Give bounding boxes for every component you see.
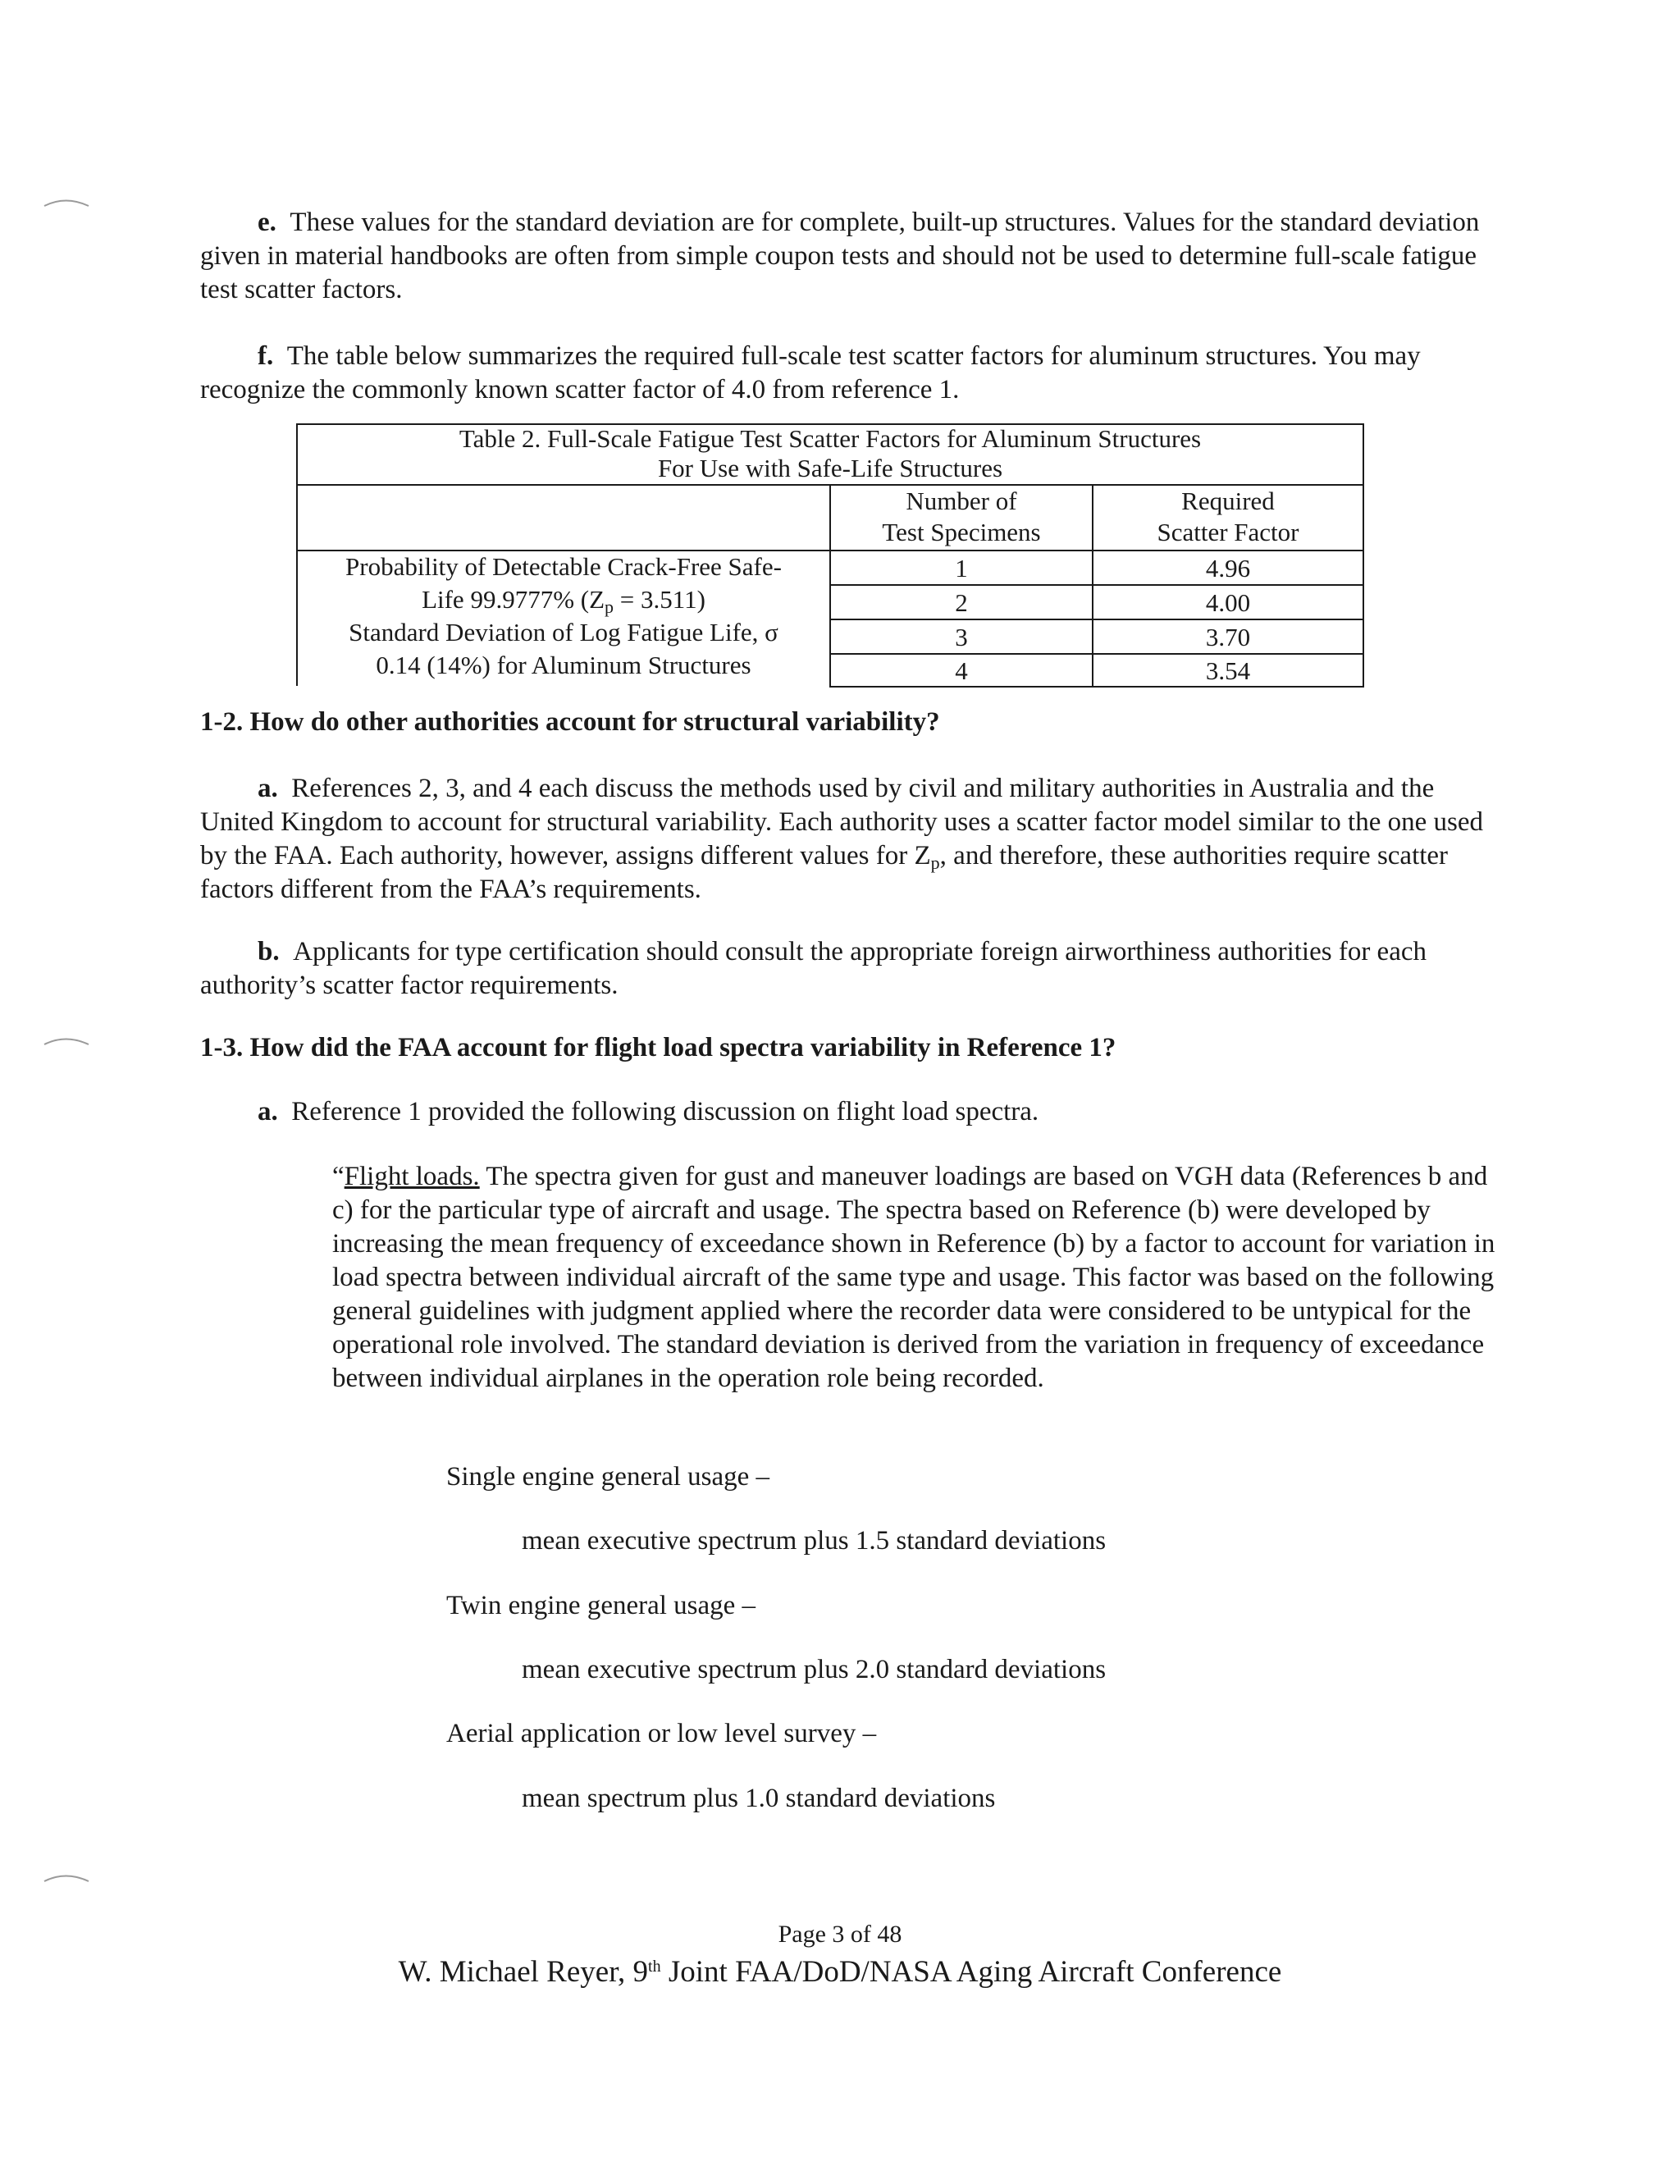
table-cell-specimens: 2 (955, 588, 968, 617)
paragraph-label: a. (258, 774, 278, 803)
paragraph-label: e. (258, 208, 276, 237)
usage-rule: mean executive spectrum plus 1.5 standard deviations (522, 1526, 1107, 1556)
scatter-factor-table (296, 423, 1364, 688)
table-cell-factor: 3.54 (1205, 656, 1251, 685)
punch-mark-icon (43, 1872, 90, 1884)
usage-category: Twin engine general usage – (446, 1591, 756, 1620)
paragraph-f (200, 340, 1504, 407)
table-cell-specimens: 3 (955, 623, 968, 651)
punch-mark-icon (43, 197, 90, 208)
usage-rule: mean executive spectrum plus 2.0 standard deviations (522, 1655, 1107, 1684)
paragraph-text: Reference 1 provided the following discussion on flight load spectra. (291, 1097, 1039, 1126)
table-subtitle: For Use with Safe-Life Structures (657, 454, 1003, 482)
table-condition: 0.14 (14%) for Aluminum Structures (376, 651, 751, 679)
usage-rule: mean spectrum plus 1.0 standard deviations (522, 1784, 996, 1813)
column-header-specimens: Number of (906, 487, 1017, 515)
table-condition: Life 99.9777% $(Z_p = 3.511)$ (422, 585, 705, 617)
column-header-factor: Required (1181, 487, 1275, 515)
table-cell-factor: 3.70 (1205, 623, 1251, 651)
paragraph-text: Applicants for type certification should consult the appropriate foreign airworthiness authorities for each authority’s scatter factor requirements. (200, 937, 1427, 1000)
table-cell-factor: 4.00 (1205, 588, 1251, 617)
section-heading: 1-3. How did the FAA account for flight load spectra variability in Reference 1? (200, 1033, 1116, 1062)
usage-category: Single engine general usage – (446, 1462, 770, 1492)
table-cell-factor: 4.96 (1205, 554, 1251, 583)
table-cell-specimens: 4 (955, 656, 968, 685)
page-number: Page 3 of 48 (778, 1921, 902, 1948)
paragraph-e (200, 206, 1504, 307)
paragraph-label: b. (258, 937, 280, 966)
table-condition: Probability of Detectable Crack-Free Safe- (345, 552, 782, 581)
paragraph-label: f. (258, 341, 274, 371)
quote-underlined-heading: Flight loads. (344, 1162, 480, 1191)
quoted-reference-text: “Flight loads. The spectra given for gust and maneuver loadings are based on VGH data (References b and c) for the particular type of aircraft and usage. The spectra based on Reference (b) were developed by increasing the mean frequency of exceedance shown in Reference (b) by a factor to account for variation in load spectra between individual aircraft of the same type and usage. This factor was based on the following general guidelines with judgment applied where the recorder data were considered to be untypical for the operational role involved. The standard deviation is derived from the variation in frequency of exceedance between individual airplanes in the operation role being recorded. (332, 1162, 1495, 1393)
column-header-factor: Scatter Factor (1157, 518, 1299, 546)
table-condition: Standard Deviation of Log Fatigue Life, σ (349, 618, 778, 647)
paragraph-text: The table below summarizes the required full-scale test scatter factors for aluminum structures. You may recognize the commonly known scatter factor of 4.0 from reference 1. (200, 341, 1421, 404)
punch-mark-icon (43, 1035, 90, 1047)
table-cell-specimens: 1 (955, 554, 968, 583)
conference-footer: W. Michael Reyer, 9th Joint FAA/DoD/NASA Aging Aircraft Conference (398, 1955, 1282, 1989)
paragraph-a-authorities: a. References 2, 3, and 4 each discuss the methods used by civil and military authorities in Australia and the United Kingdom to account for structural variability. Each authority uses a scatter factor model similar to the one used by the FAA. Each authority, however, assigns different values for $Z_p$, and therefore, these authorities require scatter factors different from the FAA’s requirements. (200, 774, 1483, 904)
paragraph-b (200, 935, 1504, 1003)
column-header-specimens: Test Specimens (882, 518, 1041, 546)
paragraph-label: a. (258, 1097, 278, 1126)
paragraph-text: These values for the standard deviation are for complete, built-up structures. Values for the standard deviation given in material handbooks are often from simple coupon tests and should not be used to determine full-scale fatigue test scatter factors. (200, 208, 1480, 304)
usage-category: Aerial application or low level survey – (446, 1719, 877, 1748)
table-title: Table 2. Full-Scale Fatigue Test Scatter Factors for Aluminum Structures (459, 424, 1202, 453)
section-heading: 1-2. How do other authorities account for structural variability? (200, 707, 940, 737)
paragraph-a-flight-loads (258, 1095, 1039, 1129)
